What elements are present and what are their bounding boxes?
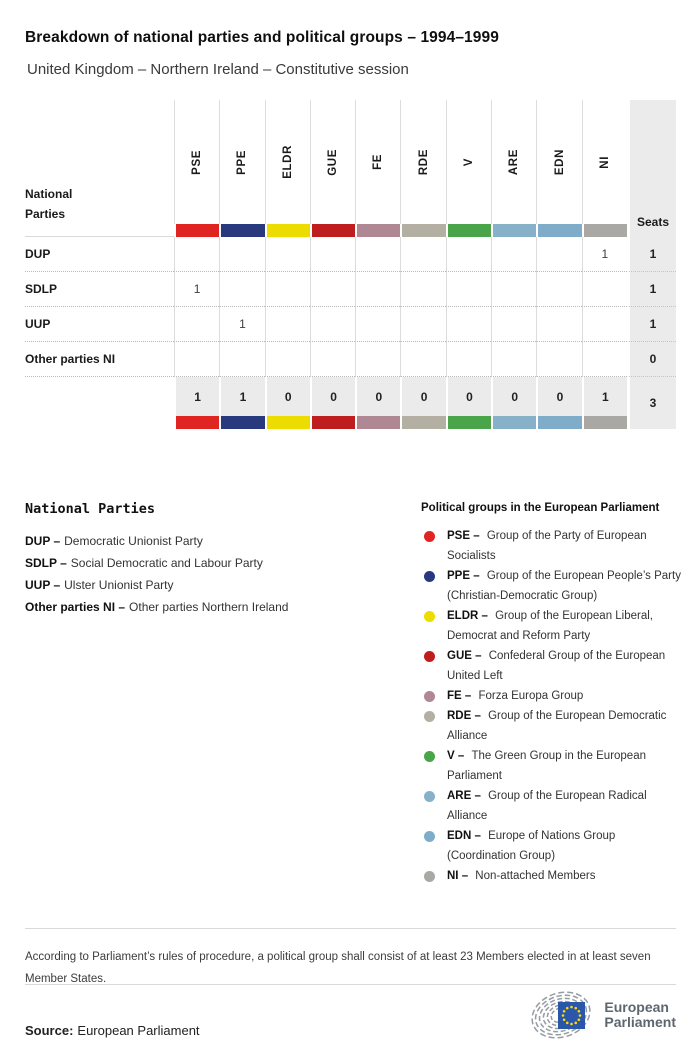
seat-cell-edn xyxy=(536,307,581,342)
seats-total-cell: 1 xyxy=(627,272,676,307)
seat-cell-ppe xyxy=(219,237,264,272)
row-header-label: National Parties xyxy=(25,100,174,237)
group-header-rde: RDE xyxy=(400,100,445,224)
seat-cell-are xyxy=(491,342,536,377)
source-label: Source: xyxy=(25,1023,74,1038)
group-color-dot-icon xyxy=(424,651,435,662)
seat-cell-gue xyxy=(310,237,355,272)
grand-total-seats: 3 xyxy=(627,377,676,429)
column-total-eldr: 0 xyxy=(265,377,310,416)
political-groups-legend xyxy=(421,502,687,886)
ep-logo-text: European Parliament xyxy=(604,999,676,1030)
group-colorbar-edn xyxy=(536,224,581,237)
group-colorbar-bottom-fe xyxy=(355,416,400,429)
seat-cell-rde xyxy=(400,307,445,342)
group-header-ni: NI xyxy=(582,100,627,224)
group-legend-item: ARE – Group of the European Radical Alliance xyxy=(421,786,687,826)
group-header-eldr: ELDR xyxy=(265,100,310,224)
seats-table xyxy=(25,100,676,429)
group-header-gue: GUE xyxy=(310,100,355,224)
party-legend-item: Other parties NI – Other parties Northern Ireland xyxy=(25,600,289,614)
seat-cell-fe xyxy=(355,272,400,307)
footnote: According to Parliament’s rules of procedure, a political group shall consist of at least 23 Members elected in at least seven Member States. xyxy=(25,950,651,985)
group-colorbar-v xyxy=(446,224,491,237)
group-color-dot-icon xyxy=(424,751,435,762)
seat-cell-edn xyxy=(536,272,581,307)
seat-cell-gue xyxy=(310,272,355,307)
seat-cell-fe xyxy=(355,237,400,272)
group-colorbar-bottom-pse xyxy=(174,416,219,429)
group-color-dot-icon xyxy=(424,831,435,842)
group-color-dot-icon xyxy=(424,711,435,722)
seat-cell-v xyxy=(446,342,491,377)
seat-cell-v xyxy=(446,237,491,272)
party-legend-item: DUP – Democratic Unionist Party xyxy=(25,534,203,548)
column-total-edn: 0 xyxy=(536,377,581,416)
seat-cell-are xyxy=(491,272,536,307)
group-colorbar-rde xyxy=(400,224,445,237)
seat-cell-are xyxy=(491,237,536,272)
seat-cell-pse xyxy=(174,342,219,377)
seat-cell-ni xyxy=(582,272,627,307)
national-parties-legend xyxy=(25,501,410,618)
political-groups-legend-heading: Political groups in the European Parliament xyxy=(421,502,660,514)
group-legend-item: FE – Forza Europa Group xyxy=(421,686,687,706)
group-legend-item: NI – Non-attached Members xyxy=(421,866,687,886)
page-title: Breakdown of national parties and political groups – 1994–1999 xyxy=(25,29,499,47)
group-colorbar-pse xyxy=(174,224,219,237)
seat-cell-pse xyxy=(174,237,219,272)
group-color-dot-icon xyxy=(424,531,435,542)
seat-cell-ni: 1 xyxy=(582,237,627,272)
group-color-dot-icon xyxy=(424,791,435,802)
group-colorbar-bottom-edn xyxy=(536,416,581,429)
group-colorbar-ni xyxy=(582,224,627,237)
seats-total-cell: 1 xyxy=(627,307,676,342)
column-total-v: 0 xyxy=(446,377,491,416)
column-total-gue: 0 xyxy=(310,377,355,416)
seat-cell-eldr xyxy=(265,307,310,342)
group-colorbar-bottom-eldr xyxy=(265,416,310,429)
column-total-pse: 1 xyxy=(174,377,219,416)
group-legend-item: ELDR – Group of the European Liberal, Democrat and Reform Party xyxy=(421,606,687,646)
group-colorbar-bottom-ppe xyxy=(219,416,264,429)
seat-cell-are xyxy=(491,307,536,342)
group-header-fe: FE xyxy=(355,100,400,224)
seats-header: Seats xyxy=(627,100,676,237)
seat-cell-rde xyxy=(400,342,445,377)
party-row-label: Other parties NI xyxy=(25,342,174,377)
european-parliament-logo xyxy=(531,988,676,1042)
seat-cell-edn xyxy=(536,237,581,272)
group-legend-item: V – The Green Group in the European Parliament xyxy=(421,746,687,786)
group-legend-item: PPE – Group of the European People’s Party (Christian-Democratic Group) xyxy=(421,566,687,606)
group-legend-item: GUE – Confederal Group of the European United Left xyxy=(421,646,687,686)
seats-total-cell: 1 xyxy=(627,237,676,272)
party-legend-item: SDLP – Social Democratic and Labour Party xyxy=(25,556,263,570)
group-colorbar-bottom-rde xyxy=(400,416,445,429)
group-colorbar-eldr xyxy=(265,224,310,237)
seat-cell-rde xyxy=(400,237,445,272)
party-legend-item: UUP – Ulster Unionist Party xyxy=(25,578,174,592)
seat-cell-eldr xyxy=(265,342,310,377)
group-colorbar-bottom-gue xyxy=(310,416,355,429)
group-header-pse: PSE xyxy=(174,100,219,224)
party-row-label: DUP xyxy=(25,237,174,272)
page-subtitle: United Kingdom – Northern Ireland – Constitutive session xyxy=(27,61,409,79)
seat-cell-eldr xyxy=(265,272,310,307)
group-color-dot-icon xyxy=(424,611,435,622)
seat-cell-ppe xyxy=(219,272,264,307)
party-row-label: SDLP xyxy=(25,272,174,307)
group-header-v: V xyxy=(446,100,491,224)
seat-cell-ni xyxy=(582,342,627,377)
column-total-ppe: 1 xyxy=(219,377,264,416)
political-groups-legend-list xyxy=(421,526,687,886)
column-total-ni: 1 xyxy=(582,377,627,416)
seat-cell-v xyxy=(446,272,491,307)
column-total-are: 0 xyxy=(491,377,536,416)
column-total-fe: 0 xyxy=(355,377,400,416)
group-legend-item: RDE – Group of the European Democratic Alliance xyxy=(421,706,687,746)
seat-cell-v xyxy=(446,307,491,342)
seats-total-cell: 0 xyxy=(627,342,676,377)
seat-cell-rde xyxy=(400,272,445,307)
seat-cell-fe xyxy=(355,307,400,342)
group-header-ppe: PPE xyxy=(219,100,264,224)
seat-cell-ppe: 1 xyxy=(219,307,264,342)
source-line xyxy=(25,1023,200,1038)
seat-cell-fe xyxy=(355,342,400,377)
seat-cell-eldr xyxy=(265,237,310,272)
seat-cell-pse: 1 xyxy=(174,272,219,307)
seat-cell-ppe xyxy=(219,342,264,377)
seat-cell-edn xyxy=(536,342,581,377)
source-value: European Parliament xyxy=(77,1023,200,1038)
group-header-edn: EDN xyxy=(536,100,581,224)
party-row-label: UUP xyxy=(25,307,174,342)
column-total-rde: 0 xyxy=(400,377,445,416)
group-legend-item: PSE – Group of the Party of European Socialists xyxy=(421,526,687,566)
group-colorbar-are xyxy=(491,224,536,237)
seat-cell-pse xyxy=(174,307,219,342)
seat-cell-ni xyxy=(582,307,627,342)
group-colorbar-bottom-ni xyxy=(582,416,627,429)
group-colorbar-bottom-are xyxy=(491,416,536,429)
group-colorbar-bottom-v xyxy=(446,416,491,429)
group-colorbar-fe xyxy=(355,224,400,237)
group-colorbar-ppe xyxy=(219,224,264,237)
group-color-dot-icon xyxy=(424,571,435,582)
group-color-dot-icon xyxy=(424,691,435,702)
group-header-are: ARE xyxy=(491,100,536,224)
ep-hemicycle-icon xyxy=(531,988,595,1042)
national-parties-legend-heading: National Parties xyxy=(25,501,156,517)
group-colorbar-gue xyxy=(310,224,355,237)
group-color-dot-icon xyxy=(424,871,435,882)
group-legend-item: EDN – Europe of Nations Group (Coordination Group) xyxy=(421,826,687,866)
national-parties-legend-list xyxy=(25,530,410,618)
divider-bottom xyxy=(25,984,676,985)
divider-top xyxy=(25,928,676,929)
seat-cell-gue xyxy=(310,342,355,377)
seat-cell-gue xyxy=(310,307,355,342)
